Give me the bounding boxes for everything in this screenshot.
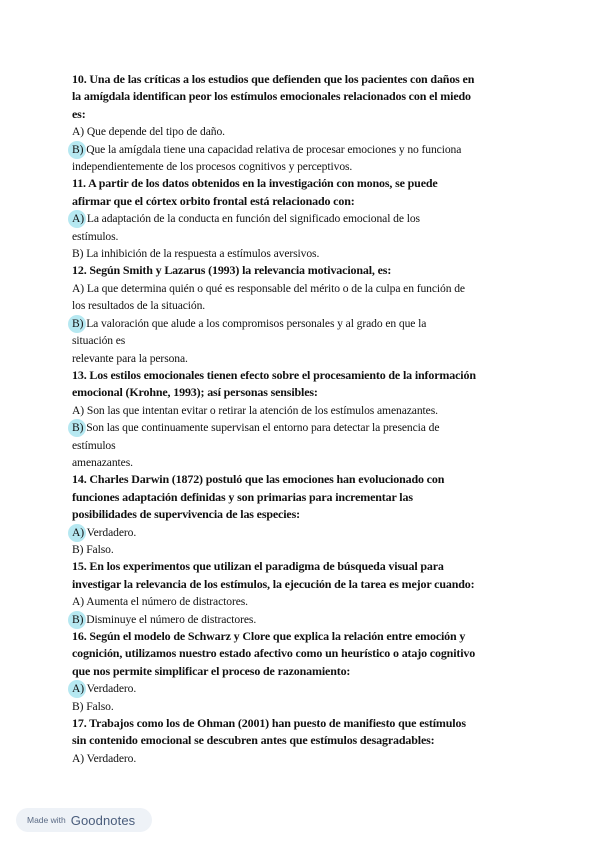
answer-option [72,123,534,140]
question-line: 11. A partir de los datos obtenidos en la investigación con monos, se puede [72,176,438,191]
question-line: 14. Charles Darwin (1872) postuló que las emociones han evolucionado con [72,472,445,487]
answer-option [72,402,534,419]
question-line: afirmar que el córtex orbito frontal está relacionado con: [72,193,355,208]
question-text [72,175,534,210]
question-line: 10. Una de las críticas a los estudios que defienden que los pacientes con daños en [72,72,475,86]
made-with-label: Made with [27,815,66,825]
question-text [72,558,534,593]
option-text: Verdadero. [84,682,137,696]
option-line: amenazantes. [72,455,133,469]
option-first-line [72,593,534,610]
option-letter: B) [72,542,84,556]
answer-option [72,593,534,610]
question-line: 13. Los estilos emocionales tienen efecto sobre el procesamiento de la información [72,367,476,382]
option-letter: B) [72,315,83,332]
goodnotes-badge [16,808,152,832]
option-letter: A) [72,125,85,139]
answer-option-selected [72,141,534,176]
question-line: 12. Según Smith y Lazarus (1993) la relevancia motivacional, es: [72,263,392,278]
question-line: 16. Según el modelo de Schwarz y Clore que explica la relación entre emoción y [72,629,466,643]
option-first-line [72,541,534,558]
option-text: La valoración que alude a los compromisos personales y al grado en que la [83,316,427,330]
question-block [72,558,534,628]
answer-option [72,541,534,558]
option-first-line [72,245,534,262]
question-text [72,71,534,123]
question-block [72,175,534,262]
question-block [72,471,534,558]
goodnotes-logo: Goodnotes [70,812,136,828]
option-first-line [72,210,534,227]
question-text [72,367,534,402]
option-first-line [72,315,534,332]
question-line: 15. En los experimentos que utilizan el paradigma de búsqueda visual para [72,559,444,574]
option-letter: A) [72,281,85,295]
option-letter: B) [72,141,83,158]
option-letter: B) [72,699,84,713]
answer-option-selected [72,419,534,471]
option-text: La que determina quién o qué es responsable del mérito o de la culpa en función de [84,281,465,295]
option-line: situación es [72,334,126,348]
question-line: funciones adaptación definidas y son primarias para incrementar las [72,489,413,504]
option-text: Disminuye el número de distractores. [83,612,257,626]
question-block [72,71,534,175]
option-text: Que depende del tipo de daño. [84,125,225,139]
answer-option [72,698,534,715]
question-line: cognición, utilizamos nuestro estado afectivo como un heurístico o atajo cognitivo [72,646,476,661]
option-line: los resultados de la situación. [72,299,206,313]
option-first-line [72,280,534,297]
option-letter: A) [72,403,85,417]
option-line: estímulos. [72,229,119,243]
option-first-line [72,402,534,419]
question-text [72,715,534,750]
answer-option [72,245,534,262]
option-letter: B) [72,247,84,261]
option-text: Aumenta el número de distractores. [84,595,248,609]
answer-option-selected [72,680,534,697]
question-line: la amígdala identifican peor los estímulos emocionales relacionados con el miedo [72,89,471,104]
option-first-line [72,141,534,158]
option-letter: B) [72,419,83,436]
question-block [72,367,534,471]
answer-option-selected [72,210,534,245]
question-line: posibilidades de supervivencia de las especies: [72,507,300,522]
option-letter: A) [72,210,84,227]
question-text [72,262,534,279]
option-line: independientemente de los procesos cognitivos y perceptivos. [72,160,353,174]
option-text: Falso. [83,699,114,713]
option-text: Que la amígdala tiene una capacidad relativa de procesar emociones y no funciona [83,142,462,156]
option-line: relevante para la persona. [72,351,188,365]
question-block [72,262,534,366]
option-letter: A) [72,680,84,697]
question-text [72,628,534,680]
option-first-line [72,680,534,697]
answer-option-selected [72,611,534,628]
question-line: investigar la relevancia de los estímulos, la ejecución de la tarea es mejor cuando: [72,576,475,591]
option-first-line [72,750,534,767]
question-block [72,628,534,715]
question-line: emocional (Krohne, 1993); así personas sensibles: [72,385,318,400]
question-line: sin contenido emocional se descubren antes que estímulos desagradables: [72,733,435,748]
option-first-line [72,123,534,140]
option-line: estímulos [72,438,116,452]
answer-option [72,750,534,767]
answer-option-selected [72,315,534,367]
option-first-line [72,419,534,436]
option-text: Verdadero. [84,751,137,765]
question-list [72,71,534,767]
question-block [72,715,534,767]
answer-option [72,280,534,315]
option-letter: B) [72,611,83,628]
option-text: La adaptación de la conducta en función del significado emocional de los [84,212,420,226]
question-line: 17. Trabajos como los de Ohman (2001) han puesto de manifiesto que estímulos [72,716,466,731]
option-text: Son las que continuamente supervisan el entorno para detectar la presencia de [83,421,440,435]
option-letter: A) [72,595,85,609]
question-line: que nos permite simplificar el proceso de razonamiento: [72,663,351,678]
option-first-line [72,611,534,628]
option-first-line [72,524,534,541]
option-letter: A) [72,524,84,541]
option-letter: A) [72,751,85,765]
question-text [72,471,534,523]
question-line: es: [72,106,86,121]
option-text: Falso. [83,542,114,556]
option-text: Verdadero. [84,525,137,539]
option-text: Son las que intentan evitar o retirar la atención de los estímulos amenazantes. [84,403,438,417]
answer-option-selected [72,524,534,541]
option-text: La inhibición de la respuesta a estímulos aversivos. [83,247,320,261]
option-first-line [72,698,534,715]
